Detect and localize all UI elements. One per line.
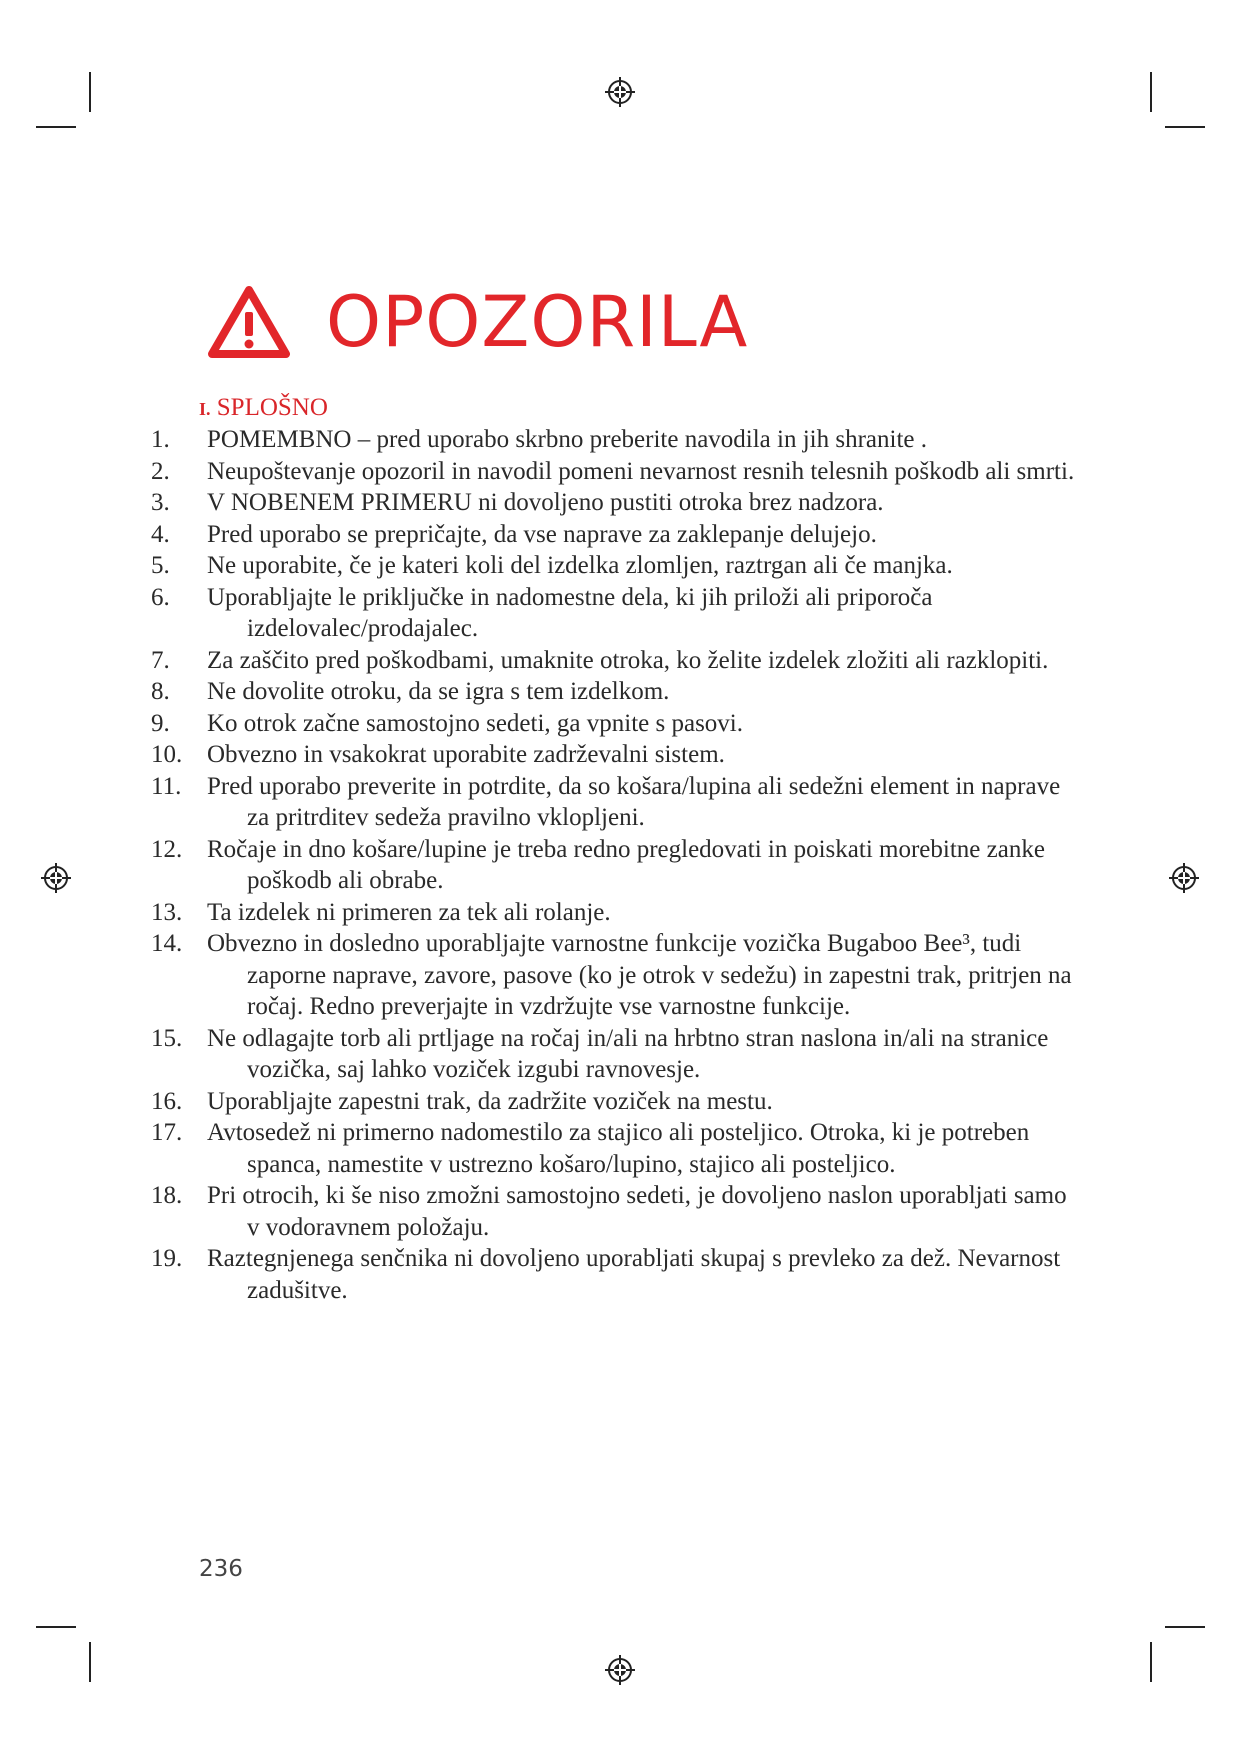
list-item: 4. Pred uporabo se prepričajte, da vse naprave za zaklepanje delujejo. bbox=[151, 520, 877, 548]
registration-mark-icon bbox=[604, 1654, 636, 1686]
list-item: 18. Pri otrocih, ki še niso zmožni samostojno sedeti, je dovoljeno naslon uporabljati samo v vodoravnem položaju. bbox=[151, 1182, 1067, 1241]
crop-mark bbox=[36, 126, 76, 128]
crop-mark bbox=[89, 1642, 91, 1682]
page-heading bbox=[206, 281, 749, 363]
warnings-list bbox=[151, 424, 1079, 1306]
section-label: SPLOŠNO bbox=[216, 394, 328, 421]
crop-mark bbox=[1165, 1626, 1205, 1628]
list-item: 11. Pred uporabo preverite in potrdite, da so košara/lupina ali sedežni element in naprave za pritrditev sedeža pravilno vklopljeni. bbox=[151, 772, 1061, 831]
list-item: 10. Obvezno in vsakokrat uporabite zadrževalni sistem. bbox=[151, 741, 725, 768]
list-item: 9. Ko otrok začne samostojno sedeti, ga vpnite s pasovi. bbox=[151, 709, 743, 737]
crop-mark bbox=[36, 1626, 76, 1628]
registration-mark-icon bbox=[604, 76, 636, 108]
crop-mark bbox=[1150, 1642, 1152, 1682]
list-item: 13. Ta izdelek ni primeren za tek ali rolanje. bbox=[151, 898, 611, 926]
crop-mark bbox=[1150, 72, 1152, 112]
crop-mark bbox=[1165, 126, 1205, 128]
list-item: 5. Ne uporabite, če je kateri koli del izdelka zlomljen, raztrgan ali če manjka. bbox=[151, 552, 953, 579]
list-item: 16. Uporabljajte zapestni trak, da zadržite voziček na mestu. bbox=[151, 1087, 773, 1115]
list-item: 12. Ročaje in dno košare/lupine je treba redno pregledovati in poiskati morebitne zanke poškodb ali obrabe. bbox=[151, 835, 1045, 894]
list-item: 8. Ne dovolite otroku, da se igra s tem izdelkom. bbox=[151, 678, 670, 705]
registration-mark-icon bbox=[40, 862, 72, 894]
section-title bbox=[199, 394, 328, 422]
warning-triangle-icon bbox=[206, 284, 292, 360]
list-item: 6. Uporabljajte le priključke in nadomestne dela, ki jih priloži ali priporoča izdelovalec/prodajalec. bbox=[151, 583, 933, 642]
list-item: 7. Za zaščito pred poškodbami, umaknite otroka, ko želite izdelek zložiti ali razklopiti. bbox=[151, 646, 1049, 674]
section-number: I. bbox=[199, 399, 211, 419]
crop-mark bbox=[89, 72, 91, 112]
registration-mark-icon bbox=[1168, 862, 1200, 894]
list-item: 1. POMEMBNO – pred uporabo skrbno preberite navodila in jih shranite . bbox=[151, 426, 928, 453]
list-item: 15. Ne odlagajte torb ali prtljage na ročaj in/ali na hrbtno stran naslona in/ali na stranice vozička, saj lahko voziček izgubi ravnovesje. bbox=[151, 1024, 1049, 1083]
list-item: 17. Avtosedež ni primerno nadomestilo za stajico ali posteljico. Otroka, ki je potreben spanca, namestite v ustrezno košaro/lupino, stajico ali posteljico. bbox=[151, 1119, 1030, 1178]
list-item: 3. V NOBENEM PRIMERU ni dovoljeno pustiti otroka brez nadzora. bbox=[151, 489, 884, 516]
list-item: 19. Raztegnjenega senčnika ni dovoljeno uporabljati skupaj s prevleko za dež. Nevarnost zadušitve. bbox=[151, 1245, 1061, 1304]
page-number: 236 bbox=[199, 1556, 243, 1582]
list-item: 14. Obvezno in dosledno uporabljajte varnostne funkcije vozička Bugaboo Bee³, tudi zaporne naprave, zavore, pasove (ko je otrok v sedežu) in zapestni trak, pritrjen na ročaj. Redno preverjajte in vzdržujte vse varnostne funkcije. bbox=[151, 930, 1072, 1020]
page-title: OPOZORILA bbox=[326, 281, 749, 363]
list-item: 2. Neupoštevanje opozoril in navodil pomeni nevarnost resnih telesnih poškodb ali smrti. bbox=[151, 457, 1075, 485]
